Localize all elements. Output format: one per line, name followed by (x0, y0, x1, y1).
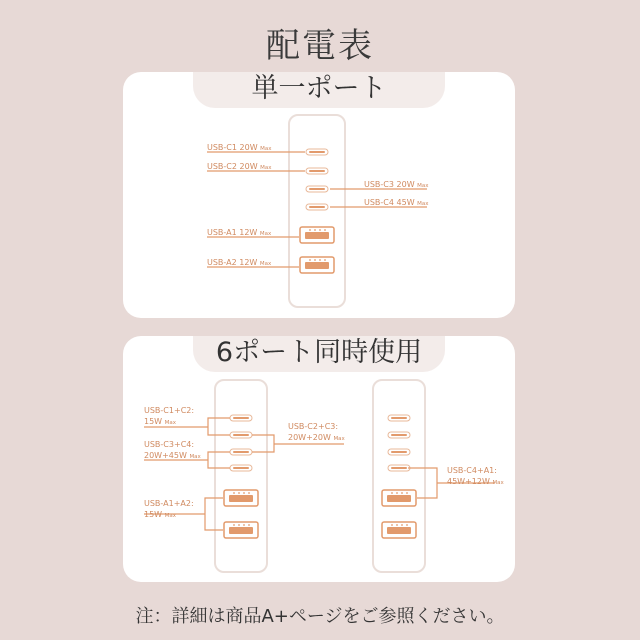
left-usb-a1-port (224, 490, 258, 506)
c1-c2-label-line2: 15W Max (144, 417, 177, 426)
right-charger-body (373, 380, 425, 572)
usb-c2-label: USB-C2 20W Max (207, 162, 272, 171)
usb-c4-port (306, 204, 328, 210)
usb-c4-label: USB-C4 45W Max (364, 198, 429, 207)
right-usb-c2-port (388, 432, 410, 438)
usb-c2-port (306, 168, 328, 174)
charger-body (289, 115, 345, 307)
right-usb-c1-port (388, 415, 410, 421)
usb-c1-port (306, 149, 328, 155)
usb-c3-port (306, 186, 328, 192)
right-usb-a2-port (382, 522, 416, 538)
six-port-heading: 6ポート同時使用 (193, 336, 445, 372)
usb-a2-label: USB-A2 12W Max (207, 258, 272, 267)
c2-c3-label-line1: USB-C2+C3: (288, 422, 339, 431)
usb-c3-label: USB-C3 20W Max (364, 180, 429, 189)
a1-a2-label-line2: 15W Max (144, 510, 177, 519)
left-usb-c2-port (230, 432, 252, 438)
usb-c1-label: USB-C1 20W Max (207, 143, 272, 152)
a1-a2-label-line1: USB-A1+A2: (144, 499, 194, 508)
c2-c3-label-line2: 20W+20W Max (288, 433, 345, 442)
usb-a2-port (300, 257, 334, 273)
c3-c4-label-line1: USB-C3+C4: (144, 440, 195, 449)
left-usb-c1-port (230, 415, 252, 421)
left-usb-a2-port (224, 522, 258, 538)
left-usb-c4-port (230, 465, 252, 471)
page-title: 配電表 (266, 26, 374, 66)
usb-a1-label: USB-A1 12W Max (207, 228, 272, 237)
single-port-heading: 単一ポート (193, 72, 445, 108)
footer-note: 注：詳細は商品A+ページをご参照ください。 (135, 606, 505, 627)
right-usb-c4-port (388, 465, 410, 471)
c3-c4-label-line2: 20W+45W Max (144, 451, 201, 460)
usb-a1-port (300, 227, 334, 243)
right-usb-a1-port (382, 490, 416, 506)
left-charger-body (215, 380, 267, 572)
left-usb-c3-port (230, 449, 252, 455)
c4-a1-label-line2: 45W+12W Max (447, 477, 504, 486)
c1-c2-label-line1: USB-C1+C2: (144, 406, 195, 415)
c4-a1-label-line1: USB-C4+A1: (447, 466, 497, 475)
right-usb-c3-port (388, 449, 410, 455)
